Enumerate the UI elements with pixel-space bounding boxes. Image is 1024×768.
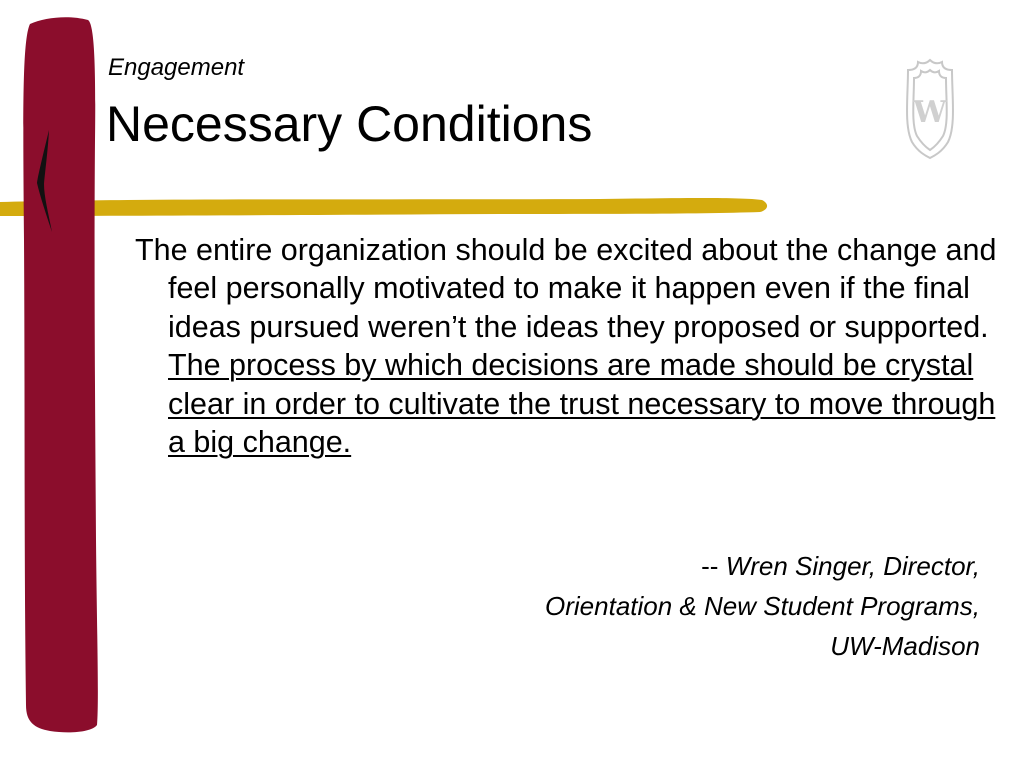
attribution-line-3: UW-Madison bbox=[830, 631, 980, 661]
quote-paragraph bbox=[135, 231, 1013, 461]
attribution-line-1 bbox=[545, 546, 980, 586]
attribution-name: Wren Singer, Director, bbox=[725, 551, 980, 581]
slide-subtitle: Engagement bbox=[108, 54, 245, 81]
attribution-dash: -- bbox=[701, 551, 726, 581]
crimson-bar bbox=[23, 17, 98, 732]
gold-stripe bbox=[0, 198, 767, 216]
attribution bbox=[545, 546, 980, 666]
quote-underlined-text: The process by which decisions are made should be crystal clear in order to cultivate the trust necessary to move through a big change. bbox=[168, 348, 996, 460]
slide-title: Necessary Conditions bbox=[106, 96, 593, 152]
crest-letter: W bbox=[913, 95, 947, 130]
university-crest-logo bbox=[898, 56, 962, 160]
attribution-line-2: Orientation & New Student Programs, bbox=[545, 591, 980, 621]
quote-text: The entire organization should be excited about the change and feel personally motivated to make it happen even if the final ideas pursued weren’t the ideas they proposed or supported. bbox=[135, 233, 1006, 344]
